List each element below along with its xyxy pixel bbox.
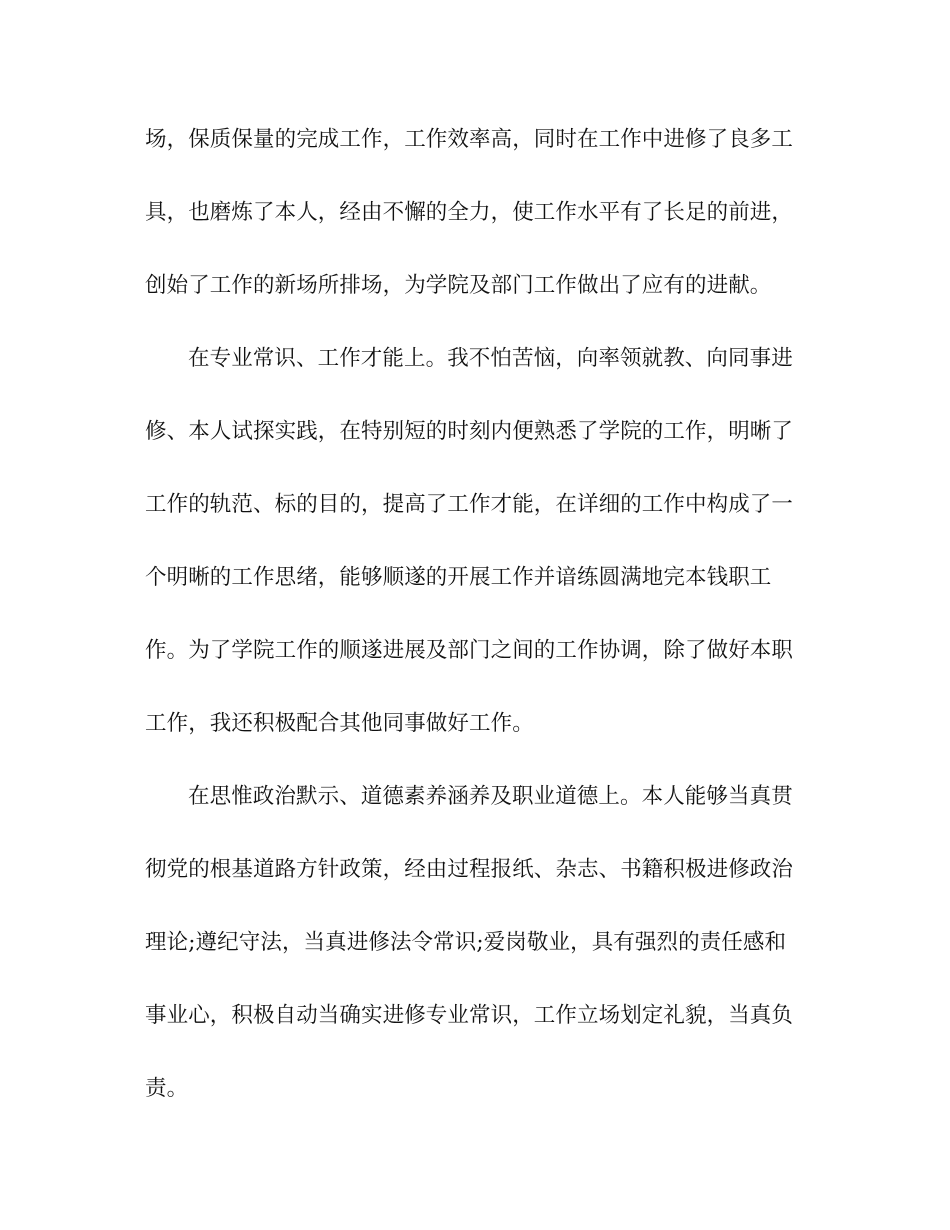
text-line-indented: 在思惟政治默示、道德素养涵养及职业道德上。本人能够当真贯 [188, 784, 793, 809]
text-line: 修、本人试探实践，在特别短的时刻内便熟悉了学院的工作，明晰了 [145, 419, 794, 444]
text-line-indented: 在专业常识、工作才能上。我不怕苦恼，向率领就教、向同事进 [188, 346, 793, 371]
text-line: 具，也磨炼了本人，经由不懈的全力，使工作水平有了长足的前进， [145, 200, 794, 225]
text-line: 创始了工作的新场所排场，为学院及部门工作做出了应有的进献。 [145, 273, 772, 298]
text-line: 作。为了学院工作的顺遂进展及部门之间的工作协调，除了做好本职 [145, 638, 794, 663]
text-line: 个明晰的工作思绪，能够顺遂的开展工作并谙练圆满地完本钱职工 [145, 565, 772, 590]
text-line: 事业心，积极自动当确实进修专业常识，工作立场划定礼貌，当真负 [145, 1003, 794, 1028]
text-line: 工作的轨范、标的目的，提高了工作才能，在详细的工作中构成了一 [145, 492, 794, 517]
text-line: 彻党的根基道路方针政策，经由过程报纸、杂志、书籍积极进修政治 [145, 857, 794, 882]
text-line: 工作，我还积极配合其他同事做好工作。 [145, 711, 534, 736]
text-line: 理论;遵纪守法，当真进修法令常识;爱岗敬业，具有强烈的责任感和 [145, 930, 787, 955]
text-line: 责。 [145, 1076, 189, 1101]
text-line: 场，保质保量的完成工作，工作效率高，同时在工作中进修了良多工 [145, 127, 794, 152]
body-text [145, 116, 810, 1138]
